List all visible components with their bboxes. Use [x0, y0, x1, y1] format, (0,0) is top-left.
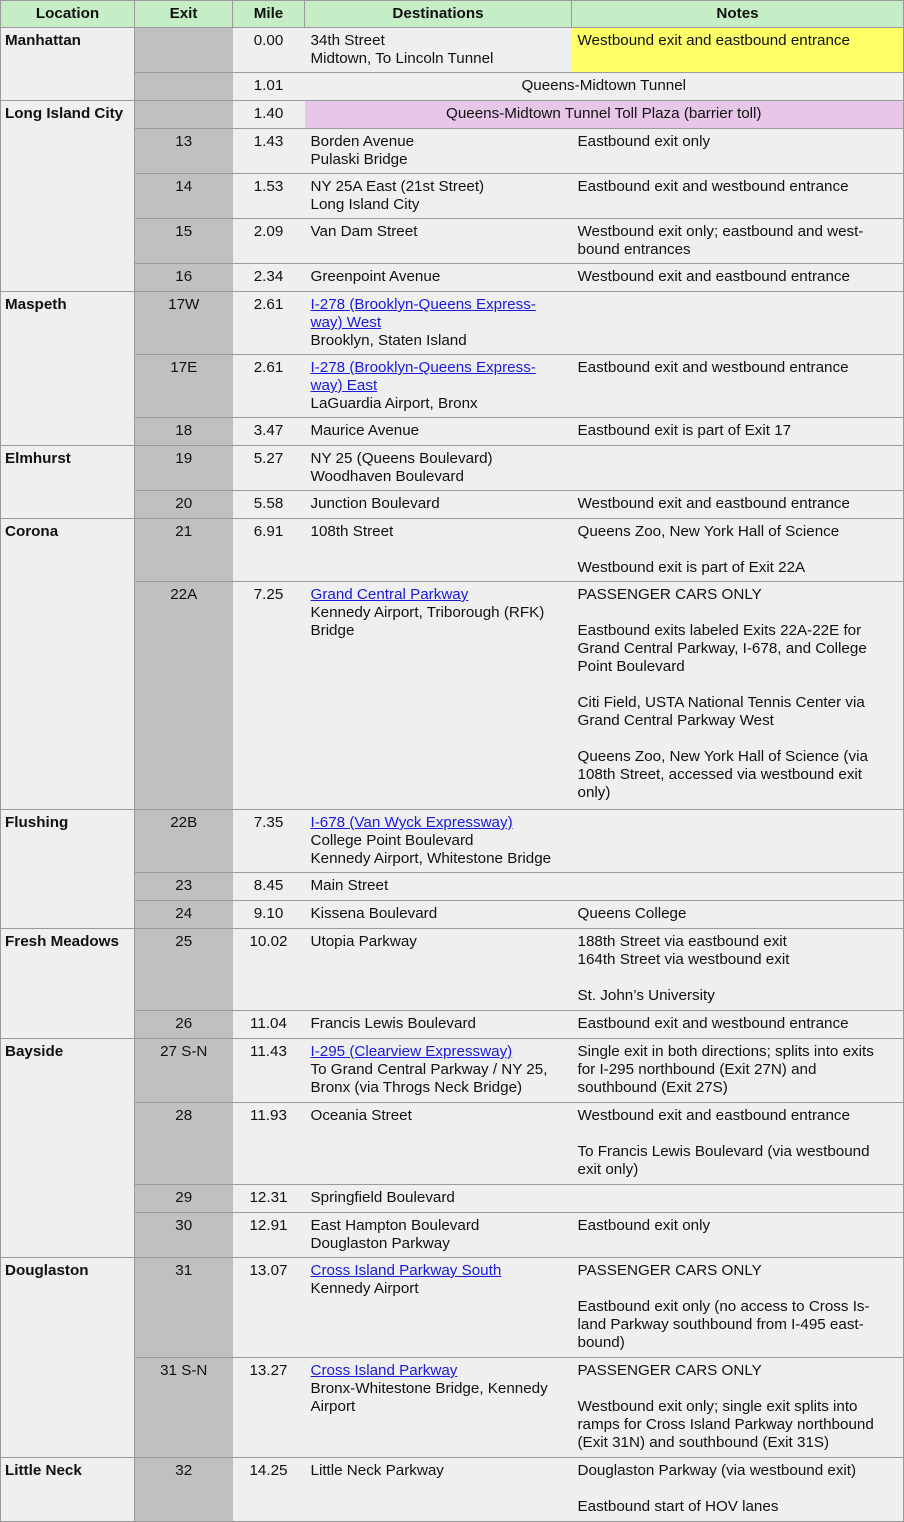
exit-cell	[135, 28, 233, 73]
note-line: Eastbound exit and westbound entrance	[577, 178, 849, 195]
location-cell: Douglaston	[1, 1258, 135, 1458]
destination-line: NY 25 (Queens Boulevard)	[310, 450, 493, 467]
destinations-cell	[305, 1039, 572, 1103]
destinations-cell	[305, 491, 572, 519]
note-line: 164th Street via westbound exit	[577, 951, 790, 968]
route-link[interactable]: way) West	[310, 314, 382, 331]
destination-line: Woodhaven Boulevard	[310, 468, 464, 485]
destination-line: Douglaston Parkway	[310, 1235, 450, 1252]
destination-line: Pulaski Bridge	[310, 151, 408, 168]
destination-line: Greenpoint Avenue	[310, 268, 441, 285]
table-row	[1, 174, 904, 219]
notes-cell	[572, 292, 904, 355]
header-notes: Notes	[572, 1, 904, 28]
note-line: Douglaston Parkway (via westbound exit)	[577, 1462, 857, 1479]
mile-cell: 3.47	[233, 418, 305, 446]
destinations-cell	[305, 519, 572, 582]
mile-cell: 1.43	[233, 129, 305, 174]
destinations-cell	[305, 174, 572, 219]
note-line: PASSENGER CARS ONLY	[577, 1362, 762, 1379]
tunnel-cell: Queens-Midtown Tunnel	[305, 73, 904, 101]
note-line	[578, 541, 900, 559]
table-row	[1, 1185, 904, 1213]
route-link[interactable]: I-678 (Van Wyck Expressway)	[310, 814, 513, 831]
notes-cell	[572, 873, 904, 901]
mile-cell: 5.58	[233, 491, 305, 519]
note-line: Westbound exit and eastbound entrance	[577, 268, 850, 285]
mile-cell: 2.34	[233, 264, 305, 292]
exit-cell: 17E	[135, 355, 233, 418]
notes-cell	[572, 491, 904, 519]
mile-cell: 13.07	[233, 1258, 305, 1358]
note-line: To Francis Lewis Boulevard (via westbound	[577, 1143, 870, 1160]
notes-cell	[572, 519, 904, 582]
mile-cell: 8.45	[233, 873, 305, 901]
mile-cell: 1.40	[233, 101, 305, 129]
table-row	[1, 519, 904, 582]
table-row	[1, 28, 904, 73]
destination-line: Brooklyn, Staten Island	[310, 332, 467, 349]
exit-cell: 20	[135, 491, 233, 519]
notes-cell	[572, 1103, 904, 1185]
table-row	[1, 1458, 904, 1522]
destinations-cell	[305, 582, 572, 810]
mile-cell: 11.04	[233, 1011, 305, 1039]
location-cell: Maspeth	[1, 292, 135, 446]
route-link[interactable]: Cross Island Parkway South	[310, 1262, 502, 1279]
note-line: Single exit in both directions; splits into exits	[577, 1043, 874, 1060]
table-row	[1, 929, 904, 1011]
route-link[interactable]: Cross Island Parkway	[310, 1362, 458, 1379]
note-line: Eastbound exit only	[577, 1217, 711, 1234]
notes-cell	[572, 418, 904, 446]
destinations-cell	[305, 28, 572, 73]
table-row	[1, 129, 904, 174]
notes-cell	[572, 901, 904, 929]
destination-line: NY 25A East (21st Street)	[310, 178, 485, 195]
note-line: southbound (Exit 27S)	[577, 1079, 728, 1096]
header-destinations: Destinations	[305, 1, 572, 28]
table-body	[1, 28, 904, 1522]
notes-cell	[572, 582, 904, 810]
notes-cell	[572, 1458, 904, 1522]
destination-line: Kennedy Airport, Whitestone Bridge	[310, 850, 552, 867]
note-line: 108th Street, accessed via westbound exit	[577, 766, 863, 783]
destination-line: Bronx-Whitestone Bridge, Kennedy	[310, 1380, 548, 1397]
note-line: Westbound exit and eastbound entrance	[577, 32, 850, 49]
note-line: PASSENGER CARS ONLY	[577, 586, 762, 603]
destinations-cell	[305, 264, 572, 292]
destinations-cell	[305, 1213, 572, 1258]
mile-cell: 2.09	[233, 219, 305, 264]
note-line: St. John’s University	[577, 987, 715, 1004]
exit-cell: 29	[135, 1185, 233, 1213]
notes-cell	[572, 264, 904, 292]
exit-cell	[135, 101, 233, 129]
exit-cell: 21	[135, 519, 233, 582]
destination-line: Springfield Boulevard	[310, 1189, 455, 1206]
table-row	[1, 355, 904, 418]
exit-cell: 15	[135, 219, 233, 264]
table-row	[1, 73, 904, 101]
note-line	[578, 1380, 900, 1398]
mile-cell: 7.25	[233, 582, 305, 810]
exit-cell: 27 S-N	[135, 1039, 233, 1103]
table-row	[1, 418, 904, 446]
mile-cell: 0.00	[233, 28, 305, 73]
destination-line: Van Dam Street	[310, 223, 418, 240]
notes-cell	[572, 355, 904, 418]
toll-plaza-cell: Queens-Midtown Tunnel Toll Plaza (barrier toll)	[305, 101, 904, 129]
destinations-cell	[305, 1358, 572, 1458]
note-line	[578, 1280, 900, 1298]
destination-line: Long Island City	[310, 196, 420, 213]
notes-cell	[572, 929, 904, 1011]
mile-cell: 14.25	[233, 1458, 305, 1522]
table-row	[1, 810, 904, 873]
mile-cell: 9.10	[233, 901, 305, 929]
table-row	[1, 1358, 904, 1458]
note-line: only)	[577, 784, 611, 801]
note-line: Eastbound exit and westbound entrance	[577, 1015, 849, 1032]
route-link[interactable]: Grand Central Parkway	[310, 586, 469, 603]
exit-cell: 16	[135, 264, 233, 292]
table-row	[1, 582, 904, 810]
note-line: Eastbound exit and westbound entrance	[577, 359, 849, 376]
note-line: Eastbound exits labeled Exits 22A-22E for	[577, 622, 862, 639]
destination-line: 34th Street	[310, 32, 385, 49]
mile-cell: 1.53	[233, 174, 305, 219]
destination-line: Bronx (via Throgs Neck Bridge)	[310, 1079, 523, 1096]
destinations-cell	[305, 219, 572, 264]
note-line: (Exit 31N) and southbound (Exit 31S)	[577, 1434, 830, 1451]
table-row	[1, 1258, 904, 1358]
table-row	[1, 1011, 904, 1039]
header-mile: Mile	[233, 1, 305, 28]
destinations-cell	[305, 873, 572, 901]
location-cell: Elmhurst	[1, 446, 135, 519]
destinations-cell	[305, 1011, 572, 1039]
note-line: exit only)	[577, 1161, 639, 1178]
mile-cell: 10.02	[233, 929, 305, 1011]
exit-cell: 19	[135, 446, 233, 491]
note-line: ramps for Cross Island Parkway northbound	[577, 1416, 874, 1433]
note-line: Grand Central Parkway West	[577, 712, 774, 729]
exit-cell: 31 S-N	[135, 1358, 233, 1458]
destination-line: LaGuardia Airport, Bronx	[310, 395, 478, 412]
mile-cell: 12.31	[233, 1185, 305, 1213]
note-line: Westbound exit only; single exit splits into	[577, 1398, 858, 1415]
note-line: Westbound exit and eastbound entrance	[577, 1107, 850, 1124]
destination-line: Little Neck Parkway	[310, 1462, 444, 1479]
destination-line: Utopia Parkway	[310, 933, 417, 950]
note-line: Citi Field, USTA National Tennis Center via	[577, 694, 865, 711]
destinations-cell	[305, 1458, 572, 1522]
note-line: 188th Street via eastbound exit	[577, 933, 787, 950]
note-line	[578, 676, 900, 694]
note-line: Point Boulevard	[577, 658, 685, 675]
exit-cell: 30	[135, 1213, 233, 1258]
notes-cell	[572, 219, 904, 264]
exit-cell: 18	[135, 418, 233, 446]
destination-line: 108th Street	[310, 523, 394, 540]
destinations-cell	[305, 1258, 572, 1358]
table-row	[1, 446, 904, 491]
notes-cell	[572, 1258, 904, 1358]
location-cell: Long Island City	[1, 101, 135, 292]
notes-cell	[572, 1011, 904, 1039]
table-row	[1, 873, 904, 901]
destination-line: Junction Boulevard	[310, 495, 440, 512]
notes-cell	[572, 174, 904, 219]
note-line: Westbound exit is part of Exit 22A	[577, 559, 806, 576]
exit-cell	[135, 73, 233, 101]
note-line: bound entrances	[577, 241, 691, 258]
note-line: Queens College	[577, 905, 687, 922]
destination-line: Kissena Boulevard	[310, 905, 438, 922]
notes-cell	[572, 810, 904, 873]
table-row	[1, 1213, 904, 1258]
note-line: Grand Central Parkway, I-678, and College	[577, 640, 867, 657]
note-line: Eastbound exit only (no access to Cross Is-	[577, 1298, 870, 1315]
exit-cell: 28	[135, 1103, 233, 1185]
table-row	[1, 491, 904, 519]
header-location: Location	[1, 1, 135, 28]
table-row	[1, 901, 904, 929]
note-line	[578, 1480, 900, 1498]
table-row	[1, 1039, 904, 1103]
exit-cell: 23	[135, 873, 233, 901]
exit-cell: 26	[135, 1011, 233, 1039]
note-line: Eastbound exit is part of Exit 17	[577, 422, 792, 439]
route-link[interactable]: way) East	[310, 377, 378, 394]
table-row	[1, 219, 904, 264]
header-exit: Exit	[135, 1, 233, 28]
destinations-cell	[305, 901, 572, 929]
notes-cell	[572, 1213, 904, 1258]
destination-line: Bridge	[310, 622, 355, 639]
note-line	[578, 730, 900, 748]
location-cell: Corona	[1, 519, 135, 810]
note-line: Eastbound start of HOV lanes	[577, 1498, 779, 1515]
mile-cell: 6.91	[233, 519, 305, 582]
mile-cell: 2.61	[233, 355, 305, 418]
exit-cell: 22B	[135, 810, 233, 873]
destination-line: Main Street	[310, 877, 389, 894]
destination-line: Oceania Street	[310, 1107, 412, 1124]
destinations-cell	[305, 1185, 572, 1213]
mile-cell: 7.35	[233, 810, 305, 873]
notes-cell	[572, 28, 904, 73]
mile-cell: 11.43	[233, 1039, 305, 1103]
notes-cell	[572, 1039, 904, 1103]
note-line: for I-295 northbound (Exit 27N) and	[577, 1061, 817, 1078]
route-link[interactable]: I-295 (Clearview Expressway)	[310, 1043, 513, 1060]
note-line	[578, 604, 900, 622]
exit-cell: 22A	[135, 582, 233, 810]
route-link[interactable]: I-278 (Brooklyn-Queens Express-	[310, 296, 536, 313]
destination-line: Kennedy Airport, Triborough (RFK)	[310, 604, 545, 621]
mile-cell: 2.61	[233, 292, 305, 355]
destination-line: Midtown, To Lincoln Tunnel	[310, 50, 494, 67]
table-row	[1, 264, 904, 292]
destinations-cell	[305, 129, 572, 174]
destination-line: Maurice Avenue	[310, 422, 420, 439]
destination-line: East Hampton Boulevard	[310, 1217, 480, 1234]
note-line	[578, 1125, 900, 1143]
note-line: Westbound exit and eastbound entrance	[577, 495, 850, 512]
destination-line: Francis Lewis Boulevard	[310, 1015, 476, 1032]
destinations-cell	[305, 929, 572, 1011]
exit-cell: 13	[135, 129, 233, 174]
mile-cell: 5.27	[233, 446, 305, 491]
mile-cell: 11.93	[233, 1103, 305, 1185]
exit-cell: 24	[135, 901, 233, 929]
route-link[interactable]: I-278 (Brooklyn-Queens Express-	[310, 359, 536, 376]
header-row	[1, 1, 904, 28]
destination-line: Airport	[310, 1398, 356, 1415]
destination-line: To Grand Central Parkway / NY 25,	[310, 1061, 548, 1078]
destination-line: Borden Avenue	[310, 133, 415, 150]
note-line: PASSENGER CARS ONLY	[577, 1262, 762, 1279]
exit-cell: 25	[135, 929, 233, 1011]
table-row	[1, 101, 904, 129]
destinations-cell	[305, 446, 572, 491]
notes-cell	[572, 129, 904, 174]
destinations-cell	[305, 1103, 572, 1185]
location-cell: Bayside	[1, 1039, 135, 1258]
note-line: Queens Zoo, New York Hall of Science	[577, 523, 840, 540]
mile-cell: 12.91	[233, 1213, 305, 1258]
table-row	[1, 1103, 904, 1185]
mile-cell: 13.27	[233, 1358, 305, 1458]
note-line	[578, 969, 900, 987]
destinations-cell	[305, 292, 572, 355]
exit-cell: 14	[135, 174, 233, 219]
notes-cell	[572, 1358, 904, 1458]
notes-cell	[572, 1185, 904, 1213]
notes-cell	[572, 446, 904, 491]
exit-cell: 32	[135, 1458, 233, 1522]
destinations-cell	[305, 418, 572, 446]
location-cell: Fresh Meadows	[1, 929, 135, 1039]
destinations-cell	[305, 810, 572, 873]
mile-cell: 1.01	[233, 73, 305, 101]
destinations-cell	[305, 355, 572, 418]
destination-line: College Point Boulevard	[310, 832, 474, 849]
destination-line: Kennedy Airport	[310, 1280, 419, 1297]
exit-cell: 17W	[135, 292, 233, 355]
table-row	[1, 292, 904, 355]
note-line: Queens Zoo, New York Hall of Science (via	[577, 748, 868, 765]
exit-cell: 31	[135, 1258, 233, 1358]
note-line: Westbound exit only; eastbound and west-	[577, 223, 864, 240]
note-line: land Parkway southbound from I-495 east-	[577, 1316, 864, 1333]
note-line: Eastbound exit only	[577, 133, 711, 150]
note-line: bound)	[577, 1334, 625, 1351]
location-cell: Flushing	[1, 810, 135, 929]
location-cell: Little Neck	[1, 1458, 135, 1522]
location-cell: Manhattan	[1, 28, 135, 101]
